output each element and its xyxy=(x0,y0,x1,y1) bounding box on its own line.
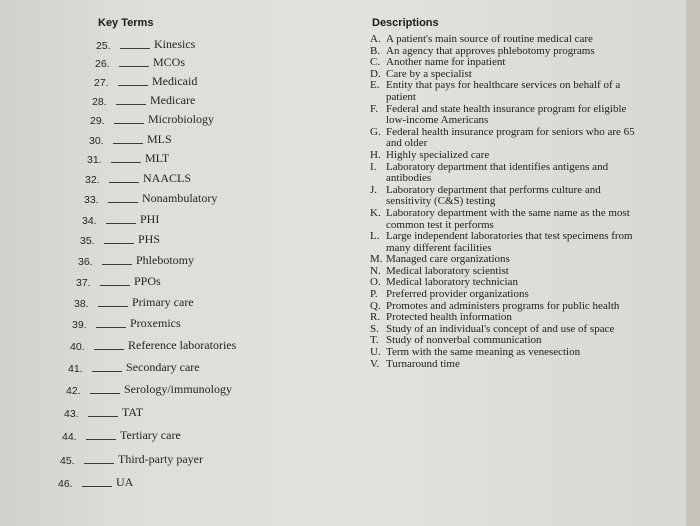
term-row xyxy=(80,231,160,247)
description-text: Term with the same meaning as venesection xyxy=(386,346,581,359)
description-item xyxy=(370,347,635,359)
term-row xyxy=(82,211,159,227)
term-row xyxy=(78,252,194,268)
term-number: 28. xyxy=(92,96,107,108)
term-number: 45. xyxy=(60,455,75,467)
answer-blank[interactable] xyxy=(82,485,112,487)
description-item xyxy=(370,359,635,371)
description-text: Laboratory department that identifies antigens and antibodies xyxy=(386,160,609,185)
description-item xyxy=(370,162,635,185)
description-item xyxy=(370,289,635,301)
description-text: Federal health insurance program for seniors who are 65 and older xyxy=(386,125,635,150)
description-text: Federal and state health insurance program for eligible low-income Americans xyxy=(386,102,627,127)
answer-blank[interactable] xyxy=(113,142,143,144)
description-text: Study of nonverbal communication xyxy=(386,334,542,347)
term-row xyxy=(92,92,195,108)
term-number: 46. xyxy=(58,478,73,490)
term-label: Third-party payer xyxy=(118,452,203,466)
description-text: Turnaround time xyxy=(386,357,460,370)
answer-blank[interactable] xyxy=(119,65,149,67)
description-letter: O. xyxy=(370,276,381,289)
answer-blank[interactable] xyxy=(96,326,126,328)
term-label: Primary care xyxy=(132,295,194,309)
description-letter: L. xyxy=(370,230,380,243)
term-number: 43. xyxy=(64,408,79,420)
description-letter: V. xyxy=(370,357,380,370)
description-text: Laboratory department with the same name as the most common test it performs xyxy=(386,206,630,231)
term-label: Serology/immunology xyxy=(124,382,232,396)
term-label: TAT xyxy=(122,405,144,419)
key-terms-heading: Key Terms xyxy=(98,17,154,29)
term-label: UA xyxy=(116,475,134,489)
term-label: PPOs xyxy=(134,274,161,288)
description-letter: C. xyxy=(370,56,381,69)
term-row xyxy=(60,451,203,467)
term-label: Tertiary care xyxy=(120,428,181,442)
term-row xyxy=(76,273,161,289)
description-text: Entity that pays for healthcare services on behalf of a patient xyxy=(386,79,621,103)
description-text: Promotes and administers programs for public health xyxy=(386,299,620,312)
description-text: Laboratory department that performs culture and sensitivity (C&S) testing xyxy=(386,183,601,208)
description-item xyxy=(370,34,635,46)
term-number: 25. xyxy=(96,40,111,52)
answer-blank[interactable] xyxy=(84,462,114,464)
answer-blank[interactable] xyxy=(98,305,128,307)
answer-blank[interactable] xyxy=(88,415,118,417)
description-text: Care by a specialist xyxy=(386,67,472,80)
answer-blank[interactable] xyxy=(114,122,144,124)
answer-blank[interactable] xyxy=(104,242,134,244)
term-label: Phlebotomy xyxy=(136,253,195,267)
description-text: An agency that approves phlebotomy programs xyxy=(386,44,595,57)
term-row xyxy=(74,294,194,310)
answer-blank[interactable] xyxy=(100,284,130,286)
term-row xyxy=(58,474,133,490)
term-label: Proxemics xyxy=(130,316,181,330)
term-label: Medicare xyxy=(150,93,196,107)
term-label: Kinesics xyxy=(154,37,196,51)
description-letter: J. xyxy=(370,183,378,196)
term-label: NAACLS xyxy=(143,171,192,185)
term-number: 41. xyxy=(68,363,83,375)
answer-blank[interactable] xyxy=(109,181,139,183)
description-letter: E. xyxy=(370,79,380,92)
term-label: Medicaid xyxy=(152,74,198,88)
description-letter: D. xyxy=(370,67,381,80)
term-row xyxy=(96,36,195,52)
term-label: PHS xyxy=(138,232,161,246)
description-letter: H. xyxy=(370,148,381,161)
term-number: 33. xyxy=(84,194,99,206)
description-item xyxy=(370,104,635,127)
term-row xyxy=(85,170,191,186)
adjacent-page-edge xyxy=(686,0,700,526)
term-number: 44. xyxy=(62,431,77,443)
description-item xyxy=(370,231,635,254)
answer-blank[interactable] xyxy=(102,263,132,265)
term-number: 40. xyxy=(70,341,85,353)
description-letter: A. xyxy=(370,33,381,45)
term-label: MCOs xyxy=(153,55,186,69)
description-letter: K. xyxy=(370,206,381,219)
description-letter: F. xyxy=(370,102,378,115)
description-letter: T. xyxy=(370,334,379,347)
term-row xyxy=(95,54,185,70)
description-text: Medical laboratory technician xyxy=(386,276,518,289)
term-number: 27. xyxy=(94,77,109,89)
description-letter: S. xyxy=(370,322,379,335)
descriptions-list xyxy=(370,34,635,370)
description-text: Preferred provider organizations xyxy=(386,288,529,301)
description-letter: P. xyxy=(370,288,378,301)
description-item xyxy=(370,150,635,162)
answer-blank[interactable] xyxy=(120,47,150,49)
description-text: Highly specialized care xyxy=(386,148,490,161)
description-text: Study of an individual's concept of and use of space xyxy=(386,322,615,335)
term-number: 34. xyxy=(82,215,97,227)
answer-blank[interactable] xyxy=(118,84,148,86)
descriptions-heading: Descriptions xyxy=(372,17,439,29)
term-row xyxy=(62,427,181,443)
term-number: 29. xyxy=(90,115,105,127)
term-number: 32. xyxy=(85,174,100,186)
term-row xyxy=(87,150,169,166)
term-row xyxy=(94,73,197,89)
description-item xyxy=(370,208,635,231)
description-text: Managed care organizations xyxy=(386,253,510,266)
answer-blank[interactable] xyxy=(106,222,136,224)
term-row xyxy=(66,381,232,397)
term-label: Microbiology xyxy=(148,112,214,126)
description-letter: R. xyxy=(370,311,381,324)
term-label: Nonambulatory xyxy=(142,191,218,205)
term-label: Secondary care xyxy=(126,360,200,374)
answer-blank[interactable] xyxy=(108,201,138,203)
description-letter: I. xyxy=(370,160,377,173)
term-number: 36. xyxy=(78,256,93,268)
description-text: Another name for inpatient xyxy=(386,56,506,69)
description-letter: G. xyxy=(370,125,381,138)
answer-blank[interactable] xyxy=(111,161,141,163)
description-letter: N. xyxy=(370,264,381,277)
term-label: MLT xyxy=(145,151,170,165)
description-letter: U. xyxy=(370,346,381,359)
answer-blank[interactable] xyxy=(116,103,146,105)
description-text: A patient's main source of routine medical care xyxy=(386,33,593,45)
description-text: Protected health information xyxy=(386,311,512,324)
term-row xyxy=(68,359,200,375)
term-label: PHI xyxy=(140,212,160,226)
answer-blank[interactable] xyxy=(86,438,116,440)
description-item xyxy=(370,80,635,103)
description-letter: Q. xyxy=(370,299,381,312)
term-row xyxy=(90,111,214,127)
term-row xyxy=(89,131,172,147)
term-row xyxy=(70,337,236,353)
term-row xyxy=(72,315,181,331)
answer-blank[interactable] xyxy=(94,348,124,350)
term-number: 35. xyxy=(80,235,95,247)
term-row xyxy=(84,190,217,206)
description-text: Large independent laboratories that test specimens from many different facilities xyxy=(386,230,633,254)
answer-blank[interactable] xyxy=(92,370,122,372)
description-item xyxy=(370,127,635,150)
description-letter: M. xyxy=(370,253,383,266)
description-letter: B. xyxy=(370,44,381,57)
term-number: 39. xyxy=(72,319,87,331)
term-number: 38. xyxy=(74,298,89,310)
term-label: Reference laboratories xyxy=(128,338,237,352)
term-label: MLS xyxy=(147,132,172,146)
term-number: 42. xyxy=(66,385,81,397)
term-number: 37. xyxy=(76,277,91,289)
answer-blank[interactable] xyxy=(90,392,120,394)
term-number: 31. xyxy=(87,154,102,166)
description-item xyxy=(370,185,635,208)
term-number: 26. xyxy=(95,58,110,70)
term-row xyxy=(64,404,143,420)
term-number: 30. xyxy=(89,135,104,147)
description-text: Medical laboratory scientist xyxy=(386,264,509,277)
